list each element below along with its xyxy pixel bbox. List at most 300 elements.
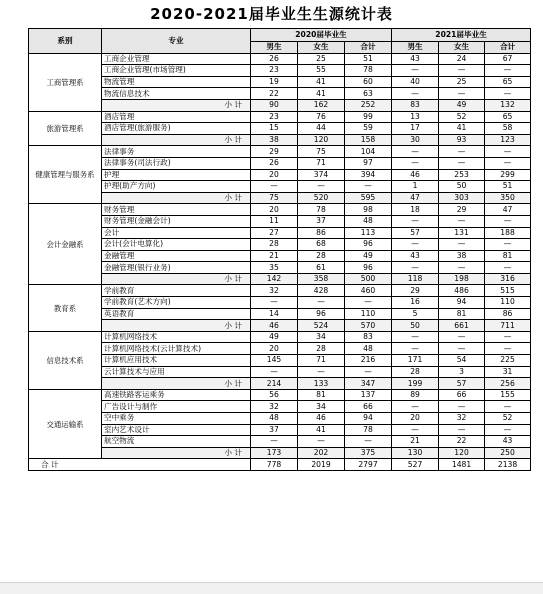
value-cell: 515 [485,285,531,297]
value-cell: — [345,366,392,378]
value-cell: 26 [251,157,298,169]
value-cell: 56 [251,389,298,401]
graduates-table [28,28,531,471]
major-name: 航空物流 [102,436,251,448]
subtotal-label: 小 计 [102,273,251,285]
table-row [29,401,531,413]
table-row [29,389,531,401]
value-cell: — [392,262,439,274]
value-cell: 47 [485,204,531,216]
value-cell: 43 [392,250,439,262]
table-row [29,227,531,239]
subtotal-value: 202 [298,447,345,459]
value-cell: 67 [485,53,531,65]
value-cell: — [485,65,531,77]
value-cell: 81 [298,389,345,401]
value-cell: 15 [251,123,298,135]
major-name: 高速铁路客运乘务 [102,389,251,401]
table-row [29,262,531,274]
value-cell: 110 [485,297,531,309]
value-cell: 96 [345,239,392,251]
table-row [29,146,531,158]
major-name: 工商企业管理(市场管理) [102,65,251,77]
table-row [29,308,531,320]
dept-name: 交通运输系 [29,389,102,459]
value-cell: 20 [251,343,298,355]
header-male-2021: 男生 [392,42,439,54]
value-cell: 97 [345,157,392,169]
value-cell: — [392,88,439,100]
subtotal-value: 30 [392,134,439,146]
value-cell: 94 [439,297,485,309]
value-cell: 48 [345,343,392,355]
value-cell: 145 [251,355,298,367]
value-cell: 110 [345,308,392,320]
header-dept: 系别 [29,29,102,54]
value-cell: 34 [298,331,345,343]
value-cell: 22 [251,88,298,100]
value-cell: — [439,331,485,343]
header-2021: 2021届毕业生 [392,29,531,42]
value-cell: — [298,297,345,309]
bottom-scroll-strip [0,582,543,594]
subtotal-value: 83 [392,99,439,111]
value-cell: — [392,239,439,251]
value-cell: 14 [251,308,298,320]
value-cell: 1 [392,181,439,193]
value-cell: — [439,424,485,436]
major-name: 酒店管理(旅游服务) [102,123,251,135]
major-name: 会计 [102,227,251,239]
value-cell: — [392,146,439,158]
subtotal-value: 214 [251,378,298,390]
value-cell: 21 [392,436,439,448]
value-cell: 41 [298,88,345,100]
value-cell: — [485,262,531,274]
value-cell: — [485,88,531,100]
value-cell: 83 [345,331,392,343]
subtotal-value: 47 [392,192,439,204]
value-cell: 43 [392,53,439,65]
table-row [29,169,531,181]
subtotal-row [29,192,531,204]
value-cell: 60 [345,76,392,88]
value-cell: 41 [298,76,345,88]
subtotal-label: 小 计 [102,378,251,390]
value-cell: 32 [251,401,298,413]
subtotal-label: 小 计 [102,320,251,332]
subtotal-value: 38 [251,134,298,146]
subtotal-value: 120 [298,134,345,146]
value-cell: 78 [345,424,392,436]
table-row [29,239,531,251]
value-cell: 20 [251,169,298,181]
value-cell: 13 [392,111,439,123]
header-row-1 [29,29,531,42]
major-name: 室内艺术设计 [102,424,251,436]
dept-name: 旅游管理系 [29,111,102,146]
subtotal-value: 142 [251,273,298,285]
value-cell: — [485,239,531,251]
subtotal-value: 90 [251,99,298,111]
value-cell: 46 [298,413,345,425]
subtotal-value: 57 [439,378,485,390]
value-cell: 58 [485,123,531,135]
major-name: 计算机应用技术 [102,355,251,367]
value-cell: 11 [251,215,298,227]
major-name: 酒店管理 [102,111,251,123]
value-cell: 27 [251,227,298,239]
value-cell: 35 [251,262,298,274]
subtotal-value: 252 [345,99,392,111]
subtotal-value: 303 [439,192,485,204]
value-cell: — [392,401,439,413]
table-row [29,76,531,88]
table-row [29,366,531,378]
grand-total-value: 527 [392,459,439,471]
value-cell: — [439,65,485,77]
value-cell: — [439,262,485,274]
page-title: 2020-2021届毕业生生源统计表 [150,5,393,23]
header-total-2020: 合计 [345,42,392,54]
value-cell: 216 [345,355,392,367]
value-cell: 34 [298,401,345,413]
value-cell: 44 [298,123,345,135]
value-cell: — [298,181,345,193]
major-name: 金融管理 [102,250,251,262]
major-name: 金融管理(银行业务) [102,262,251,274]
value-cell: — [298,436,345,448]
subtotal-value: 120 [439,447,485,459]
table-row [29,88,531,100]
grand-total-value: 2797 [345,459,392,471]
subtotal-value: 595 [345,192,392,204]
value-cell: 59 [345,123,392,135]
header-female-2020: 女生 [298,42,345,54]
value-cell: 19 [251,76,298,88]
value-cell: 104 [345,146,392,158]
subtotal-value: 158 [345,134,392,146]
value-cell: 46 [392,169,439,181]
value-cell: 52 [439,111,485,123]
value-cell: 48 [345,215,392,227]
value-cell: 32 [251,285,298,297]
value-cell: 81 [485,250,531,262]
subtotal-value: 570 [345,320,392,332]
value-cell: 3 [439,366,485,378]
value-cell: — [439,157,485,169]
value-cell: 78 [298,204,345,216]
value-cell: — [345,181,392,193]
value-cell: — [392,331,439,343]
value-cell: 24 [439,53,485,65]
value-cell: 68 [298,239,345,251]
value-cell: 96 [345,262,392,274]
grand-total-value: 1481 [439,459,485,471]
major-name: 财务管理(金融会计) [102,215,251,227]
dept-name: 信息技术系 [29,331,102,389]
value-cell: 374 [298,169,345,181]
value-cell: 253 [439,169,485,181]
value-cell: 22 [439,436,485,448]
major-name: 计算机网络技术(云计算技术) [102,343,251,355]
value-cell: 171 [392,355,439,367]
major-name: 法律事务 [102,146,251,158]
value-cell: — [392,343,439,355]
subtotal-value: 162 [298,99,345,111]
subtotal-value: 118 [392,273,439,285]
table-row [29,53,531,65]
subtotal-row [29,134,531,146]
value-cell: — [251,181,298,193]
value-cell: 28 [298,343,345,355]
value-cell: 188 [485,227,531,239]
value-cell: — [439,146,485,158]
subtotal-value: 661 [439,320,485,332]
dept-name: 会计金融系 [29,204,102,285]
value-cell: 49 [345,250,392,262]
subtotal-label: 小 计 [102,447,251,459]
value-cell: 137 [345,389,392,401]
value-cell: 225 [485,355,531,367]
table-row [29,355,531,367]
value-cell: 21 [251,250,298,262]
table-row [29,424,531,436]
value-cell: 52 [485,413,531,425]
value-cell: 71 [298,355,345,367]
value-cell: 17 [392,123,439,135]
value-cell: 61 [298,262,345,274]
subtotal-value: 520 [298,192,345,204]
value-cell: 5 [392,308,439,320]
value-cell: 89 [392,389,439,401]
value-cell: 460 [345,285,392,297]
value-cell: 63 [345,88,392,100]
table-row [29,123,531,135]
major-name: 法律事务(司法行政) [102,157,251,169]
subtotal-label: 小 计 [102,99,251,111]
value-cell: 428 [298,285,345,297]
major-name: 英语教育 [102,308,251,320]
value-cell: 51 [485,181,531,193]
header-2020: 2020届毕业生 [251,29,392,42]
subtotal-value: 75 [251,192,298,204]
table-row [29,413,531,425]
subtotal-label: 小 计 [102,192,251,204]
value-cell: 99 [345,111,392,123]
value-cell: — [392,424,439,436]
subtotal-value: 524 [298,320,345,332]
value-cell: 41 [298,424,345,436]
value-cell: 65 [485,111,531,123]
value-cell: — [439,215,485,227]
value-cell: 37 [251,424,298,436]
major-name: 空中乘务 [102,413,251,425]
header-total-2021: 合计 [485,42,531,54]
value-cell: — [251,436,298,448]
value-cell: 41 [439,123,485,135]
value-cell: 155 [485,389,531,401]
major-name: 学前教育 [102,285,251,297]
subtotal-label: 小 计 [102,134,251,146]
value-cell: 23 [251,111,298,123]
major-name: 会计(会计电算化) [102,239,251,251]
value-cell: — [485,146,531,158]
subtotal-value: 347 [345,378,392,390]
table-row [29,436,531,448]
subtotal-value: 49 [439,99,485,111]
value-cell: 28 [298,250,345,262]
header-female-2021: 女生 [439,42,485,54]
subtotal-row [29,378,531,390]
grand-total-value: 2138 [485,459,531,471]
subtotal-value: 173 [251,447,298,459]
value-cell: 81 [439,308,485,320]
value-cell: 28 [392,366,439,378]
value-cell: 66 [345,401,392,413]
major-name: 物流管理 [102,76,251,88]
value-cell: — [439,239,485,251]
table-row [29,297,531,309]
value-cell: — [251,297,298,309]
subtotal-value: 375 [345,447,392,459]
major-name: 学前教育(艺术方向) [102,297,251,309]
value-cell: 57 [392,227,439,239]
grand-total-value: 2019 [298,459,345,471]
value-cell: 29 [439,204,485,216]
value-cell: — [485,424,531,436]
major-name: 护理(助产方向) [102,181,251,193]
value-cell: 28 [251,239,298,251]
value-cell: 32 [439,413,485,425]
subtotal-value: 350 [485,192,531,204]
grand-total-value: 778 [251,459,298,471]
value-cell: 50 [439,181,485,193]
value-cell: 98 [345,204,392,216]
value-cell: — [439,88,485,100]
value-cell: 40 [392,76,439,88]
dept-name: 健康管理与服务系 [29,146,102,204]
value-cell: — [392,65,439,77]
value-cell: — [439,343,485,355]
value-cell: — [485,331,531,343]
value-cell: 113 [345,227,392,239]
value-cell: 25 [298,53,345,65]
value-cell: — [485,157,531,169]
subtotal-value: 316 [485,273,531,285]
major-name: 财务管理 [102,204,251,216]
value-cell: 75 [298,146,345,158]
subtotal-value: 711 [485,320,531,332]
value-cell: 18 [392,204,439,216]
value-cell: 86 [298,227,345,239]
value-cell: 37 [298,215,345,227]
subtotal-row [29,273,531,285]
subtotal-value: 256 [485,378,531,390]
subtotal-value: 132 [485,99,531,111]
value-cell: 20 [392,413,439,425]
header-male-2020: 男生 [251,42,298,54]
subtotal-value: 358 [298,273,345,285]
table-row [29,250,531,262]
value-cell: 29 [392,285,439,297]
value-cell: 86 [485,308,531,320]
value-cell: 43 [485,436,531,448]
value-cell: 25 [439,76,485,88]
value-cell: 23 [251,65,298,77]
major-name: 广告设计与制作 [102,401,251,413]
table-row [29,181,531,193]
value-cell: 48 [251,413,298,425]
value-cell: 78 [345,65,392,77]
table-row [29,343,531,355]
value-cell: 66 [439,389,485,401]
grand-total-label: 合 计 [29,459,251,471]
value-cell: 54 [439,355,485,367]
value-cell: 71 [298,157,345,169]
major-name: 工商企业管理 [102,53,251,65]
subtotal-value: 50 [392,320,439,332]
subtotal-value: 133 [298,378,345,390]
value-cell: 49 [251,331,298,343]
subtotal-value: 46 [251,320,298,332]
grand-total-row [29,459,531,471]
value-cell: — [345,297,392,309]
subtotal-value: 199 [392,378,439,390]
value-cell: — [298,366,345,378]
value-cell: — [392,157,439,169]
value-cell: 394 [345,169,392,181]
value-cell: — [345,436,392,448]
table-row [29,204,531,216]
value-cell: — [485,401,531,413]
table-row [29,111,531,123]
value-cell: 299 [485,169,531,181]
table-row [29,285,531,297]
major-name: 护理 [102,169,251,181]
subtotal-value: 123 [485,134,531,146]
value-cell: 29 [251,146,298,158]
table-row [29,215,531,227]
table-row [29,65,531,77]
value-cell: 51 [345,53,392,65]
value-cell: 26 [251,53,298,65]
value-cell: 20 [251,204,298,216]
major-name: 计算机网络技术 [102,331,251,343]
table-body [29,53,531,470]
value-cell: 31 [485,366,531,378]
subtotal-value: 500 [345,273,392,285]
value-cell: 94 [345,413,392,425]
value-cell: 38 [439,250,485,262]
value-cell: 76 [298,111,345,123]
value-cell: 65 [485,76,531,88]
value-cell: 131 [439,227,485,239]
major-name: 物流信息技术 [102,88,251,100]
value-cell: 55 [298,65,345,77]
table-row [29,331,531,343]
value-cell: — [251,366,298,378]
table-row [29,157,531,169]
subtotal-value: 130 [392,447,439,459]
header-major: 专业 [102,29,251,54]
major-name: 云计算技术与应用 [102,366,251,378]
value-cell: 96 [298,308,345,320]
value-cell: 16 [392,297,439,309]
dept-name: 工商管理系 [29,53,102,111]
value-cell: — [392,215,439,227]
value-cell: 486 [439,285,485,297]
